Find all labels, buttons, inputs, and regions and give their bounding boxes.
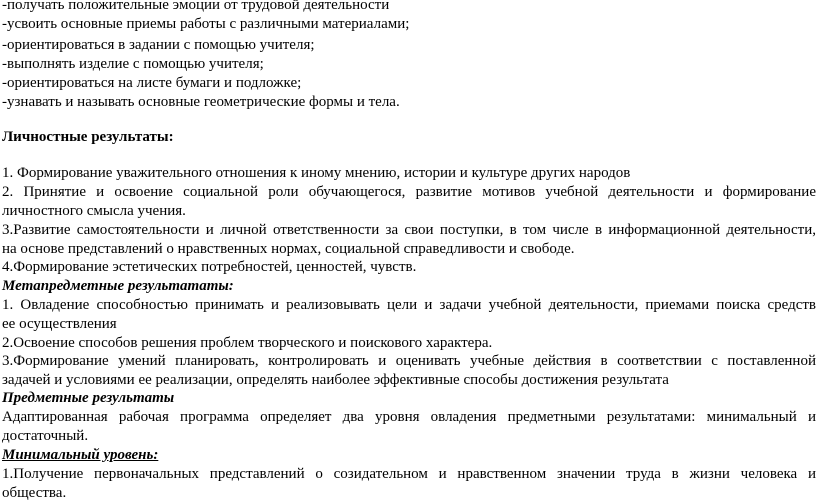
minimal-level-heading: Минимальный уровень: (2, 447, 159, 463)
meta-item-3-line-1: 3.Формирование умений планировать, контролировать и оценивать учебные действия в соответствии с поставленной (2, 353, 816, 369)
personal-item-1: 1. Формирование уважительного отношения к иному мнению, истории и культуре других народов (2, 165, 631, 181)
intro-item-6: -узнавать и называть основные геометрические формы и тела. (2, 94, 400, 110)
subject-text-line-2: достаточный. (2, 428, 89, 444)
personal-item-3-line-1: 3.Развитие самостоятельности и личной ответственности за свои поступки, в том числе в информационной деятельности, (2, 222, 816, 238)
personal-item-2-line-1: 2. Принятие и освоение социальной роли обучающегося, развитие мотивов учебной деятельности и формирование (2, 184, 816, 200)
intro-item-2: -усвоить основные приемы работы с различными материалами; (2, 16, 410, 32)
intro-item-5: -ориентироваться на листе бумаги и подложке; (2, 75, 302, 91)
subject-text-line-1: Адаптированная рабочая программа определяет два уровня овладения предметными результатами: минимальный и (2, 409, 816, 425)
meta-results-heading: Метапредметные результататы: (2, 278, 234, 294)
personal-item-4: 4.Формирование эстетических потребностей, ценностей, чувств. (2, 259, 417, 275)
intro-item-1: -получать положительные эмоции от трудовой деятельности (2, 0, 390, 13)
meta-item-3-line-2: задачей и условиями ее реализации, определять наиболее эффективные способы достижения результата (2, 372, 669, 388)
personal-item-3-line-2: на основе представлений о нравственных нормах, социальной справедливости и свободе. (2, 241, 575, 257)
meta-item-2: 2.Освоение способов решения проблем творческого и поискового характера. (2, 335, 493, 351)
minimal-item-1-line-2: общества. (2, 485, 67, 501)
personal-results-heading: Личностные результаты: (2, 129, 174, 145)
minimal-item-1-line-1: 1.Получение первоначальных представлений о созидательном и нравственном значении труда в жизни человека и (2, 466, 816, 482)
meta-item-1-line-1: 1. Овладение способностью принимать и реализовывать цели и задачи учебной деятельности, приемами поиска средств (2, 297, 816, 313)
intro-item-3: -ориентироваться в задании с помощью учителя; (2, 37, 315, 53)
subject-results-heading: Предметные результаты (2, 390, 175, 406)
meta-item-1-line-2: ее осуществления (2, 316, 117, 332)
personal-item-2-line-2: личностного смысла учения. (2, 203, 186, 219)
intro-item-4: -выполнять изделие с помощью учителя; (2, 56, 264, 72)
